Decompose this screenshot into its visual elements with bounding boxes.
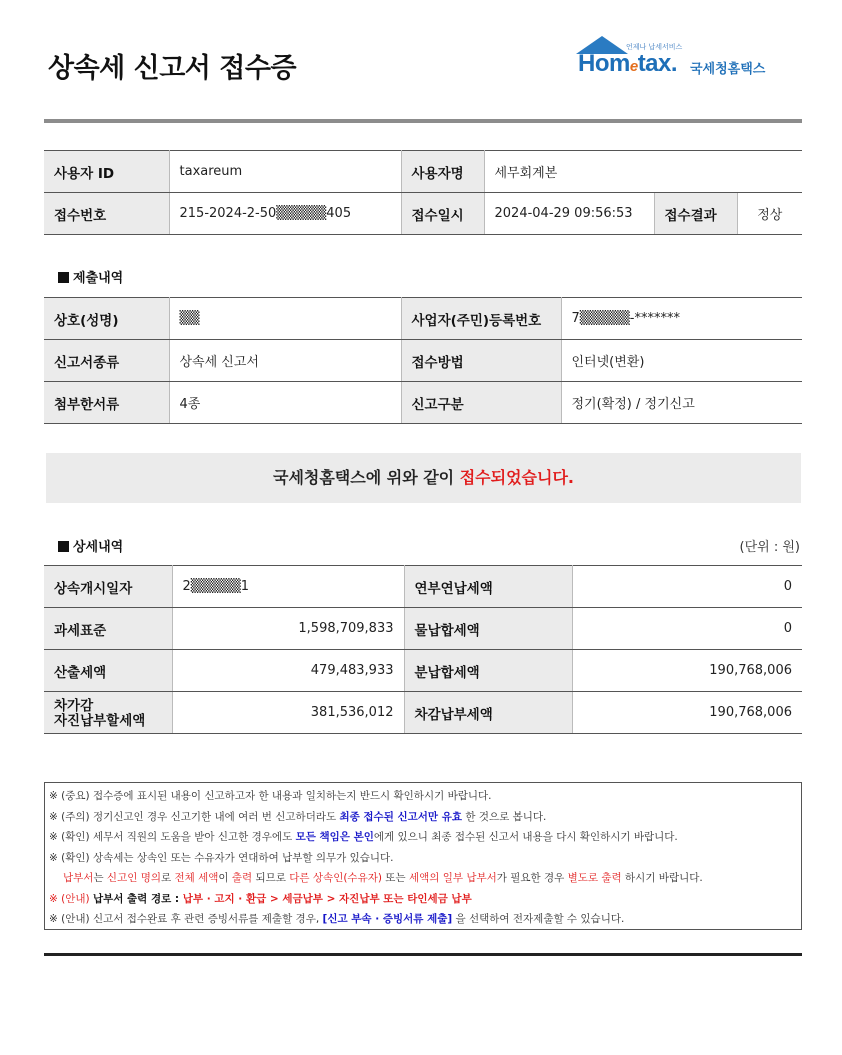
self-payment-tax-value: 381,536,012 xyxy=(172,692,404,734)
inheritance-start-date-label: 상속개시일자 xyxy=(44,566,172,608)
logo-wordmark: Hometax. xyxy=(578,50,678,77)
user-name-value: 세무회계본 xyxy=(484,151,802,193)
square-bullet-icon xyxy=(58,541,69,552)
user-id-value: taxareum xyxy=(169,151,401,193)
split-payment-value: 190,768,006 xyxy=(572,650,802,692)
return-type-value: 상속세 신고서 xyxy=(169,340,401,382)
installment-payment-value: 0 xyxy=(572,566,802,608)
in-kind-payment-value: 0 xyxy=(572,608,802,650)
logo-tagline: 언제나 납세서비스 xyxy=(626,43,683,51)
filing-category-value: 정기(확정) / 정기신고 xyxy=(561,382,802,424)
registration-no-label: 사업자(주민)등록번호 xyxy=(401,298,561,340)
notice-confirm-responsibility: ※ (확인) 세무서 직원의 도움을 받아 신고한 경우에도 모든 책임은 본인에게 있으니 최종 접수된 신고서 내용을 다시 확인하시기 바랍니다. xyxy=(49,831,678,843)
tax-base-label: 과세표준 xyxy=(44,608,172,650)
user-name-label: 사용자명 xyxy=(401,151,484,193)
page-title: 상속세 신고서 접수증 xyxy=(48,53,297,84)
installment-payment-label: 연부연납세액 xyxy=(404,566,572,608)
table-row xyxy=(44,382,802,424)
trade-name-label: 상호(성명) xyxy=(44,298,169,340)
notice-payment-slip: 납부서는 신고인 명의로 전체 세액이 출력 되므로 다른 상속인(수유자) 또는 세액의 일부 납부서가 필요한 경우 별도로 출력 하시기 바랍니다. xyxy=(63,872,703,884)
table-row xyxy=(44,692,802,734)
receipt-confirmation-banner: 국세청홈택스에 위와 같이 접수되었습니다. xyxy=(46,453,801,503)
receipt-result-label: 접수결과 xyxy=(654,193,737,235)
table-row xyxy=(44,193,802,235)
receipt-method-label: 접수방법 xyxy=(401,340,561,382)
receipt-date-label: 접수일시 xyxy=(401,193,484,235)
net-payment-tax-value: 190,768,006 xyxy=(572,692,802,734)
filing-category-label: 신고구분 xyxy=(401,382,561,424)
table-row xyxy=(44,608,802,650)
receipt-no-label: 접수번호 xyxy=(44,193,169,235)
submission-section-title: 제출내역 xyxy=(58,267,123,286)
table-row xyxy=(44,566,802,608)
return-type-label: 신고서종류 xyxy=(44,340,169,382)
receipt-date-value: 2024-04-29 09:56:53 xyxy=(484,193,654,235)
calculated-tax-label: 산출세액 xyxy=(44,650,172,692)
registration-no-value: 7▒▒▒▒▒-******* xyxy=(561,298,802,340)
net-payment-tax-label: 차감납부세액 xyxy=(404,692,572,734)
calculated-tax-value: 479,483,933 xyxy=(172,650,404,692)
footer-divider xyxy=(44,953,802,956)
square-bullet-icon xyxy=(58,272,69,283)
self-payment-tax-label: 차가감 자진납부할세액 xyxy=(44,692,172,734)
table-row xyxy=(44,298,802,340)
tax-base-value: 1,598,709,833 xyxy=(172,608,404,650)
detail-section-title: 상세내역 xyxy=(58,536,123,555)
detail-table xyxy=(44,565,802,734)
page-header xyxy=(44,36,802,96)
table-row xyxy=(44,340,802,382)
receipt-result-value: 정상 xyxy=(737,193,802,235)
notice-evidence-submit: ※ (안내) 신고서 접수완료 후 관련 증빙서류를 제출할 경우, [신고 부속 · 증빙서류 제출] 을 선택하여 전자제출할 수 있습니다. xyxy=(49,913,625,925)
attachments-value: 4종 xyxy=(169,382,401,424)
table-row xyxy=(44,650,802,692)
notice-box xyxy=(44,782,802,930)
notice-important: ※ (중요) 접수증에 표시된 내용이 신고하고자 한 내용과 일치하는지 반드시 확인하시기 바랍니다. xyxy=(49,790,492,802)
in-kind-payment-label: 물납합세액 xyxy=(404,608,572,650)
banner-highlight: 접수되었습니다. xyxy=(459,468,574,487)
notice-payment-path: ※ (안내) 납부서 출력 경로 : 납부 · 고지 · 환급 > 세금납부 > 자진납부 또는 타인세금 납부 xyxy=(49,892,472,905)
submission-table xyxy=(44,297,802,424)
user-info-table xyxy=(44,150,802,235)
receipt-method-value: 인터넷(변환) xyxy=(561,340,802,382)
inheritance-start-date-value: 2▒▒▒▒▒1 xyxy=(172,566,404,608)
hometax-logo xyxy=(574,36,784,86)
notice-joint-liability: ※ (확인) 상속세는 상속인 또는 수유자가 연대하여 납부할 의무가 있습니다. xyxy=(49,851,394,864)
header-divider xyxy=(44,119,802,123)
trade-name-value: ▒▒ xyxy=(169,298,401,340)
notice-caution: ※ (주의) 정기신고인 경우 신고기한 내에 여러 번 신고하더라도 최종 접수된 신고서만 유효 한 것으로 봅니다. xyxy=(49,810,547,823)
unit-label: (단위 : 원) xyxy=(739,540,800,555)
split-payment-label: 분납합세액 xyxy=(404,650,572,692)
table-row xyxy=(44,151,802,193)
attachments-label: 첨부한서류 xyxy=(44,382,169,424)
user-id-label: 사용자 ID xyxy=(44,151,169,193)
receipt-no-value: 215-2024-2-50▒▒▒▒▒405 xyxy=(169,193,401,235)
logo-subtitle: 국세청홈택스 xyxy=(690,62,766,77)
